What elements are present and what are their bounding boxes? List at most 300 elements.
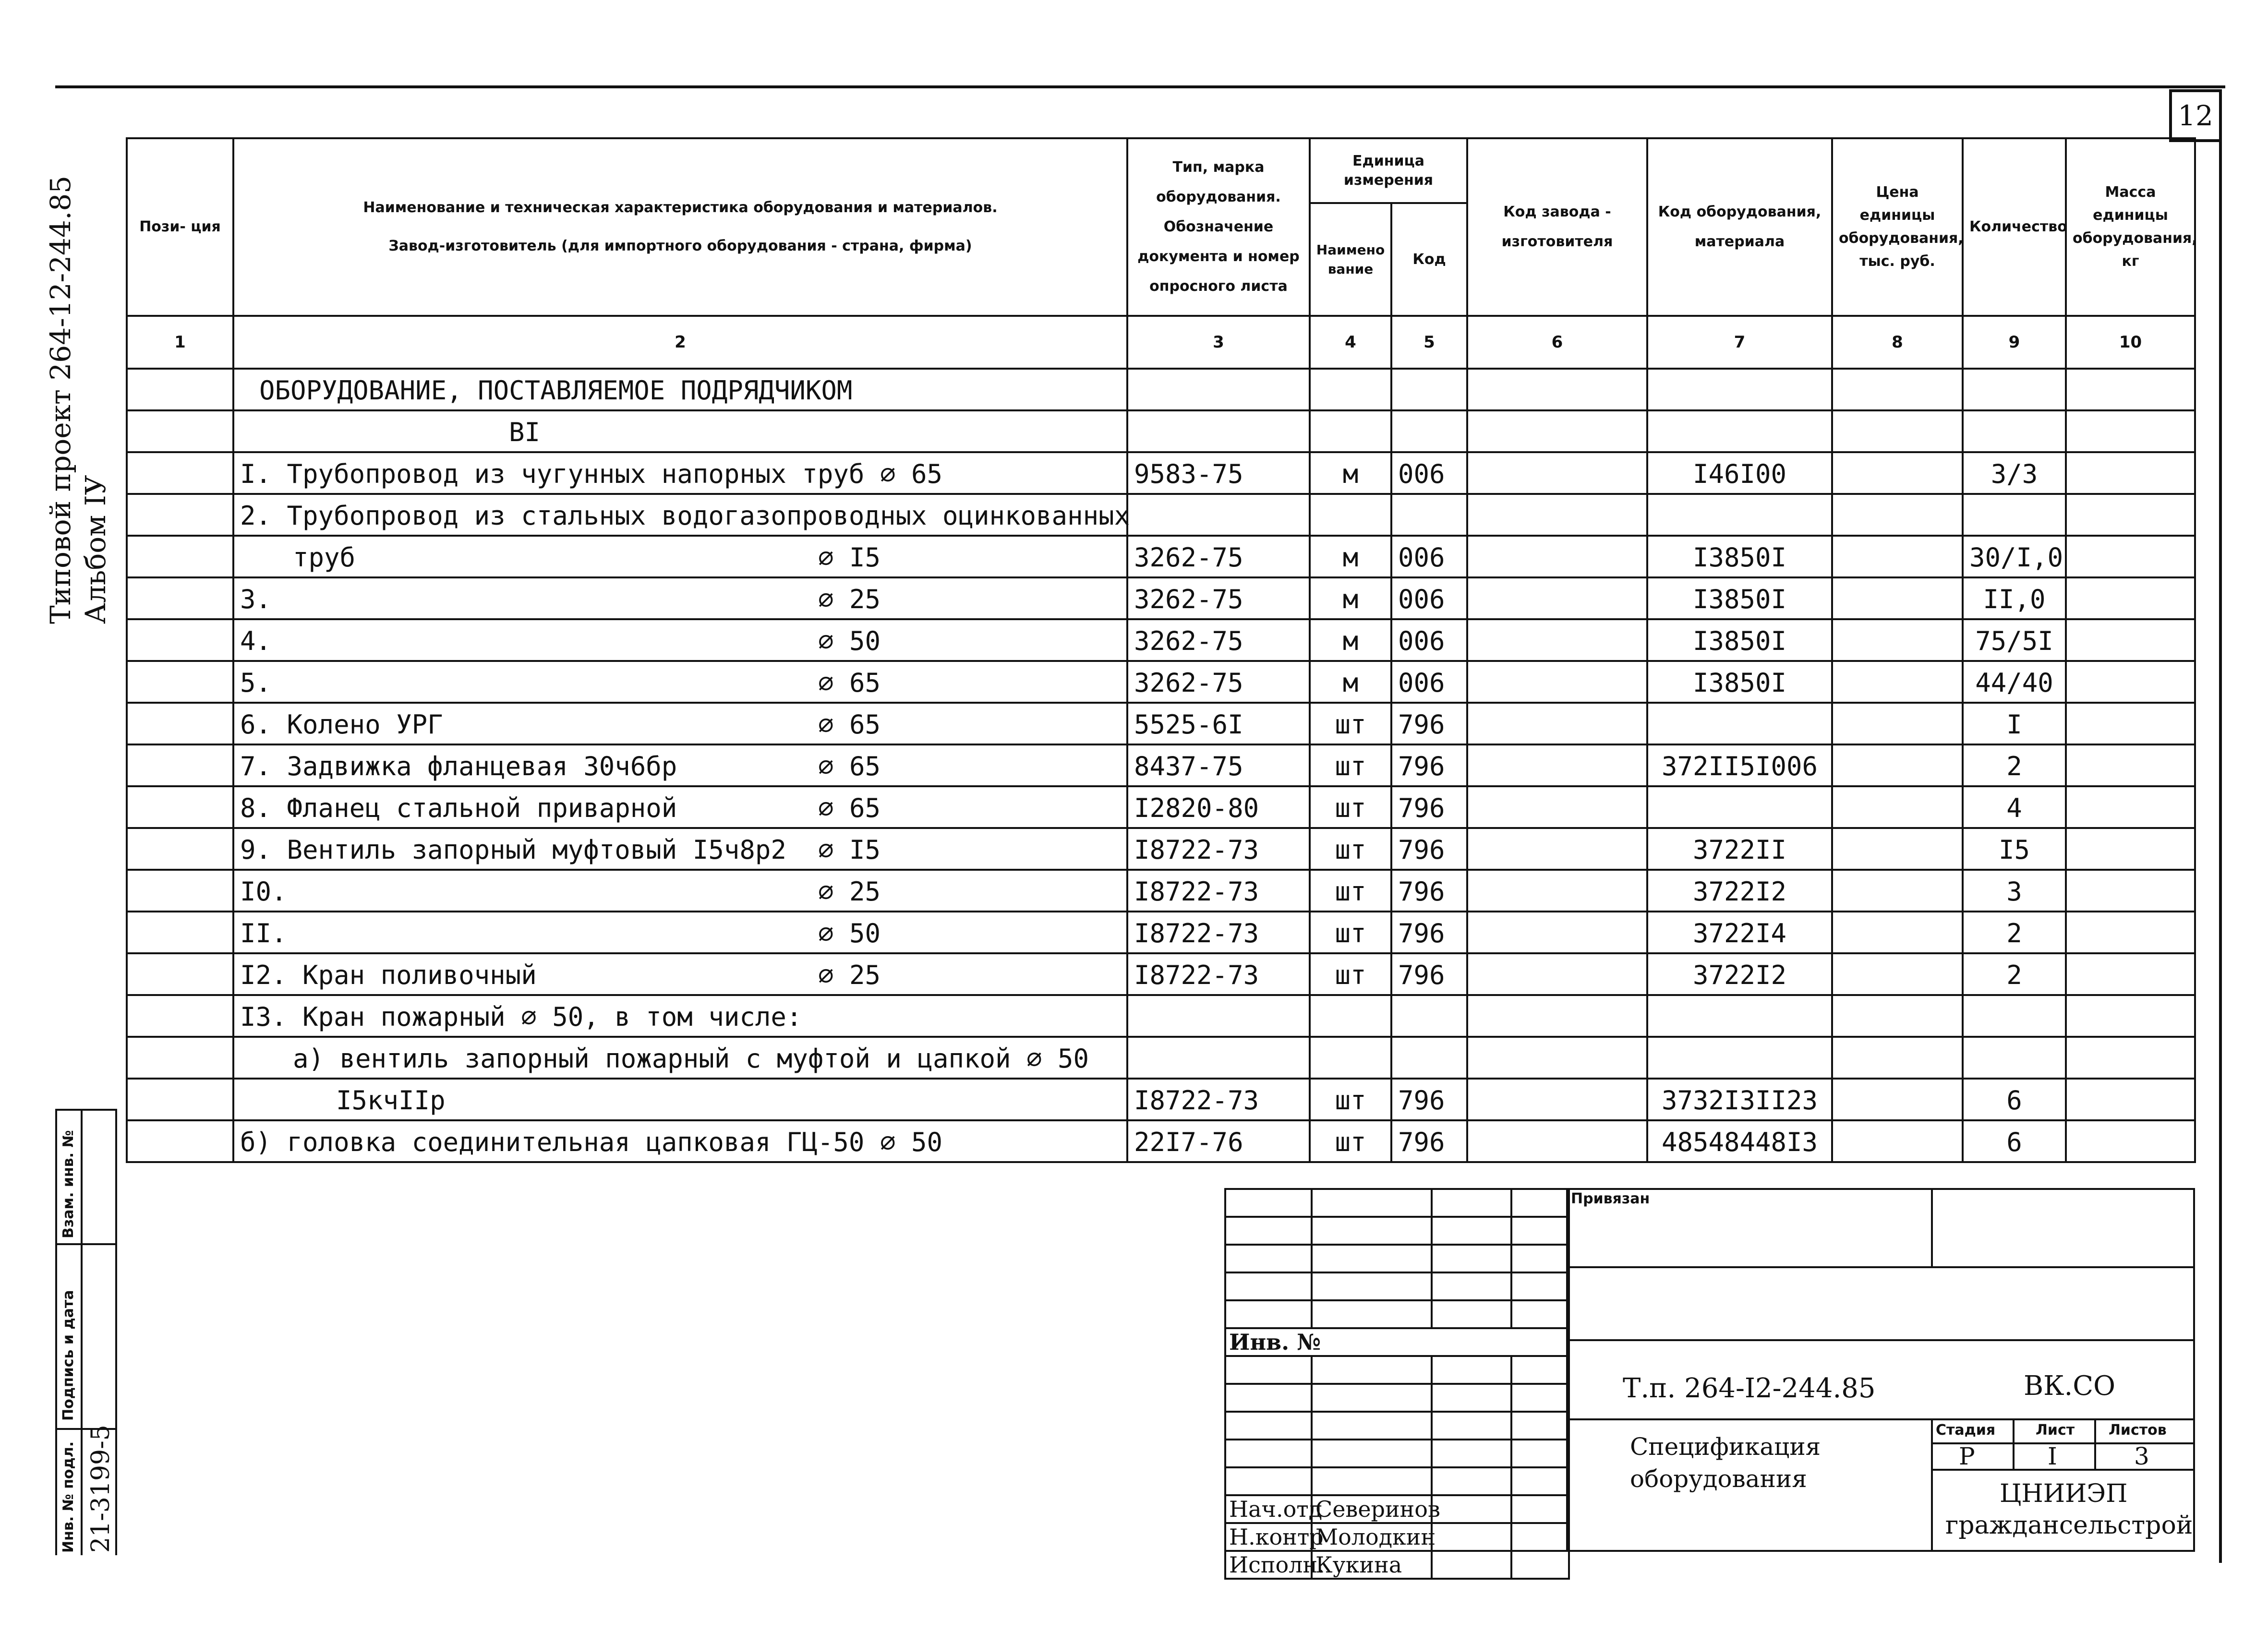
cell-material-code: 3722II [1647,828,1832,870]
cell-mass [2066,619,2195,661]
signature-name: Кукина [1312,1551,1432,1579]
cell-price [1832,786,1963,828]
signature-mark [1432,1495,1511,1523]
table-row [127,452,2195,494]
cell-factory-code [1467,1120,1647,1162]
cell-position [127,912,233,953]
column-index: 5 [1391,316,1467,369]
cell-name [233,619,1127,661]
table-row [127,703,2195,744]
header-material-code: Код оборудования, материала [1647,138,1832,316]
cell-document: I8722-73 [1127,870,1310,912]
sheet-value: I [2048,1442,2057,1470]
header-name-line2: Завод-изготовитель (для импортного оборудования - страна, фирма) [388,238,972,254]
stage-value: Р [1959,1442,1975,1470]
cell-factory-code [1467,786,1647,828]
header-position: Пози- ция [127,138,233,316]
cell-mass [2066,369,2195,410]
cell-unit-code: 006 [1391,619,1467,661]
cell-quantity [1963,995,2066,1037]
sign-date-label: Подпись и дата [60,1290,77,1421]
cell-name [233,536,1127,577]
cell-mass [2066,828,2195,870]
signature-role: Н.контр [1225,1523,1312,1551]
cell-position [127,452,233,494]
cell-position [127,494,233,536]
cell-document: 5525-6I [1127,703,1310,744]
name-wrap [240,835,1121,865]
cell-name [233,452,1127,494]
column-index-row [127,316,2195,369]
cell-document: 22I7-76 [1127,1120,1310,1162]
right-border [2219,89,2222,1563]
header-unit-name: Наименование [1310,203,1391,316]
cell-factory-code [1467,995,1647,1037]
column-index: 8 [1832,316,1963,369]
cell-name [233,995,1127,1037]
cell-position [127,703,233,744]
cell-document: 9583-75 [1127,452,1310,494]
cell-unit-name [1310,369,1391,410]
cell-name [233,828,1127,870]
cell-price [1832,494,1963,536]
left-strip-border [55,1109,57,1555]
cell-quantity [1963,369,2066,410]
cell-price [1832,703,1963,744]
cell-quantity: 75/5I [1963,619,2066,661]
cell-price [1832,577,1963,619]
cell-mass [2066,1079,2195,1120]
item-name: б) головка соединительная цапковая ГЦ-50 ∅ 50 [240,1127,942,1157]
table-row [127,912,2195,953]
cell-factory-code [1467,494,1647,536]
cell-unit-code: 006 [1391,661,1467,703]
header-price: Цена единицы оборудования, тыс. руб. [1832,138,1963,316]
cell-price [1832,1037,1963,1079]
cell-quantity [1963,494,2066,536]
cell-position [127,369,233,410]
cell-price [1832,744,1963,786]
cell-mass [2066,494,2195,536]
document-code: Т.п. 264-I2-244.85 [1623,1373,1876,1404]
cell-document: 3262-75 [1127,577,1310,619]
name-wrap [240,375,1121,406]
cell-mass [2066,786,2195,828]
cell-mass [2066,744,2195,786]
cell-name [233,494,1130,536]
cell-factory-code [1467,619,1647,661]
cell-mass [2066,953,2195,995]
table-row [127,1037,2195,1079]
column-index: 10 [2066,316,2195,369]
table-row [127,494,2195,536]
title-divider [2013,1418,2015,1470]
inv-number-label: Инв. № [1225,1328,1569,1356]
column-index: 7 [1647,316,1832,369]
cell-name [233,577,1127,619]
cell-position [127,744,233,786]
cell-position [127,619,233,661]
cell-position [127,870,233,912]
cell-mass [2066,1037,2195,1079]
side-album-label: Альбом IУ [79,475,112,624]
table-row [127,577,2195,619]
cell-mass [2066,912,2195,953]
cell-factory-code [1467,410,1647,452]
item-name: 8. Фланец стальной приварной [240,793,677,823]
name-wrap [240,876,1121,907]
table-row [127,786,2195,828]
item-diameter: ∅ I5 [818,835,881,865]
cell-price [1832,369,1963,410]
cell-mass [2066,410,2195,452]
cell-position [127,1037,233,1079]
cell-quantity: 30/I,0 [1963,536,2066,577]
item-diameter: ∅ 65 [818,793,881,823]
cell-document: 3262-75 [1127,661,1310,703]
cell-price [1832,661,1963,703]
item-diameter [881,1085,1121,1116]
sheets-label: Листов [2109,1422,2167,1439]
cell-mass [2066,703,2195,744]
name-wrap [240,1127,1121,1157]
cell-unit-name: м [1310,536,1391,577]
cell-material-code: 48548448I3 [1647,1120,1832,1162]
name-wrap [240,584,1121,614]
cell-unit-name [1310,995,1391,1037]
cell-name [233,661,1127,703]
item-name: 7. Задвижка фланцевая 30ч6бр [240,751,677,781]
left-strip-border [55,1109,117,1111]
title-divider [1566,1418,2195,1420]
cell-unit-name: шт [1310,1120,1391,1162]
title-divider [1566,1266,2195,1268]
item-name: 3. [240,584,272,614]
cell-factory-code [1467,703,1647,744]
sheet-label: Лист [2036,1422,2075,1439]
header-name [233,138,1127,316]
cell-name [233,410,1127,452]
cell-unit-name [1310,410,1391,452]
table-row [127,1079,2195,1120]
title-divider [1931,1188,1933,1267]
column-index: 3 [1127,316,1310,369]
item-name: I3. Кран пожарный ∅ 50, в том числе: [240,1002,802,1032]
item-diameter [881,375,1121,406]
item-diameter: ∅ 25 [818,876,881,907]
name-wrap [240,459,1121,489]
cell-unit-name: шт [1310,912,1391,953]
stage-label: Стадия [1936,1422,1996,1439]
signature-row [1225,1495,1569,1523]
cell-document: I8722-73 [1127,828,1310,870]
cell-unit-name: шт [1310,1079,1391,1120]
cell-quantity: 2 [1963,912,2066,953]
cell-price [1832,912,1963,953]
signature-name: Северинов [1312,1495,1432,1523]
item-name: II. [240,918,287,948]
item-name: 2. Трубопровод из стальных водогазопроводных оцинкованных [240,501,1130,531]
cell-quantity: 44/40 [1963,661,2066,703]
table-row [127,619,2195,661]
item-name: I2. Кран поливочный [240,960,537,990]
cell-price [1832,953,1963,995]
item-name: 4. [240,626,272,656]
cell-document [1127,369,1310,410]
cell-position [127,1079,233,1120]
cell-material-code [1647,995,1832,1037]
cell-price [1832,619,1963,661]
header-factory-code: Код завода - изготовителя [1467,138,1647,316]
signature-name: Молодкин [1312,1523,1432,1551]
cell-quantity: I [1963,703,2066,744]
cell-name [233,703,1127,744]
sheets-value: 3 [2134,1442,2149,1470]
cell-document: I8722-73 [1127,1079,1310,1120]
item-diameter: ∅ 25 [818,584,881,614]
signature-grid [1224,1188,1570,1580]
cell-material-code: 3722I2 [1647,870,1832,912]
cell-factory-code [1467,1037,1647,1079]
cell-factory-code [1467,661,1647,703]
cell-position [127,828,233,870]
cell-quantity: II,0 [1963,577,2066,619]
cell-factory-code [1467,828,1647,870]
cell-factory-code [1467,452,1647,494]
table-row [127,410,2195,452]
name-wrap [240,960,1121,990]
column-index: 1 [127,316,233,369]
cell-quantity [1963,1037,2066,1079]
item-name: I. Трубопровод из чугунных напорных труб ∅ 65 [240,459,942,489]
cell-unit-code [1391,1037,1467,1079]
inv-no-label: Инв. № подл. [60,1441,77,1553]
linked-label: Привязан [1571,1190,1650,1207]
header-name-line1: Наименование и техническая характеристика оборудования и материалов. [363,199,998,216]
cell-unit-code: 006 [1391,452,1467,494]
side-project-label: Типовой проект 264-12-244.85 [44,175,77,624]
item-diameter [1089,1044,1329,1074]
organization-line2: граждансельстрой [1945,1511,2193,1540]
cell-material-code: I3850I [1647,536,1832,577]
document-title-line2: оборудования [1630,1465,1807,1493]
cell-unit-code: 796 [1391,953,1467,995]
cell-unit-code [1391,995,1467,1037]
cell-material-code: 3732I3II23 [1647,1079,1832,1120]
cell-factory-code [1467,369,1647,410]
name-wrap [240,417,1121,447]
cell-material-code [1647,369,1832,410]
cell-mass [2066,452,2195,494]
cell-document: I2820-80 [1127,786,1310,828]
document-title-line1: Спецификация [1630,1433,1821,1461]
name-wrap [240,626,1121,656]
cell-unit-code: 006 [1391,536,1467,577]
name-wrap [240,542,1121,573]
cell-position [127,577,233,619]
cell-quantity [1963,410,2066,452]
cell-material-code [1647,786,1832,828]
cell-document: I8722-73 [1127,953,1310,995]
cell-quantity: 6 [1963,1079,2066,1120]
left-strip-border [55,1243,117,1245]
item-diameter: ∅ 65 [818,751,881,781]
cell-name [233,1079,1127,1120]
cell-price [1832,828,1963,870]
cell-material-code: 3722I2 [1647,953,1832,995]
cell-name [233,912,1127,953]
cell-factory-code [1467,577,1647,619]
cell-unit-code: 796 [1391,1120,1467,1162]
name-wrap [240,793,1121,823]
signature-role: Исполн. [1225,1551,1312,1579]
table-row [127,870,2195,912]
cell-position [127,995,233,1037]
cell-unit-code: 796 [1391,912,1467,953]
item-diameter [881,417,1121,447]
cell-material-code: 372II5I006 [1647,744,1832,786]
name-wrap [240,1085,1121,1116]
cell-document: I8722-73 [1127,912,1310,953]
cell-factory-code [1467,953,1647,995]
item-diameter: ∅ 50 [818,918,881,948]
cell-position [127,1120,233,1162]
signature-mark [1432,1523,1511,1551]
cell-document: 3262-75 [1127,536,1310,577]
cell-quantity: 4 [1963,786,2066,828]
cell-factory-code [1467,536,1647,577]
cell-mass [2066,995,2195,1037]
item-diameter: ∅ 65 [818,668,881,698]
item-name: а) вентиль запорный пожарный с муфтой и цапкой ∅ 50 [293,1044,1089,1074]
cell-quantity: 6 [1963,1120,2066,1162]
name-wrap [240,668,1121,698]
cell-price [1832,536,1963,577]
header-quantity: Количество [1963,138,2066,316]
left-strip-border [115,1109,117,1555]
cell-factory-code [1467,1079,1647,1120]
spec-table [126,137,2196,1163]
title-divider [1931,1418,1933,1552]
cell-material-code [1647,703,1832,744]
cell-document: 3262-75 [1127,619,1310,661]
header-mass: Масса единицы оборудования, кг [2066,138,2195,316]
cell-unit-name: шт [1310,786,1391,828]
cell-unit-name: шт [1310,953,1391,995]
cell-position [127,661,233,703]
signature-row [1225,1523,1569,1551]
cell-name [233,1037,1127,1079]
item-name: 6. Колено УРГ [240,709,443,740]
cell-unit-code: 796 [1391,828,1467,870]
cell-material-code: I3850I [1647,577,1832,619]
cell-price [1832,410,1963,452]
cell-unit-name: м [1310,452,1391,494]
cell-price [1832,1120,1963,1162]
item-name: I5кчIIр [336,1085,446,1116]
cell-document [1127,995,1310,1037]
table-row [127,369,2195,410]
cell-position [127,536,233,577]
cell-mass [2066,536,2195,577]
item-name: труб [293,542,356,573]
item-diameter [1130,501,1370,531]
cell-unit-name: шт [1310,703,1391,744]
name-wrap [240,918,1121,948]
item-diameter: ∅ 50 [818,626,881,656]
item-diameter: ∅ 65 [818,709,881,740]
cell-factory-code [1467,912,1647,953]
cell-unit-code: 796 [1391,786,1467,828]
cell-material-code [1647,494,1832,536]
cell-unit-code: 796 [1391,744,1467,786]
cell-unit-code [1391,410,1467,452]
cell-position [127,953,233,995]
item-name: I0. [240,876,287,907]
cell-unit-code: 796 [1391,703,1467,744]
sheet-code: ВК.СО [2024,1370,2116,1402]
name-wrap [240,1044,1121,1074]
cell-mass [2066,870,2195,912]
cell-material-code [1647,1037,1832,1079]
cell-unit-name: шт [1310,828,1391,870]
left-strip-border [81,1109,83,1555]
cell-unit-name: шт [1310,870,1391,912]
name-wrap [240,501,1130,531]
cell-factory-code [1467,744,1647,786]
cell-name [233,744,1127,786]
cell-name [233,369,1127,410]
item-name: ОБОРУДОВАНИЕ, ПОСТАВЛЯЕМОЕ ПОДРЯДЧИКОМ [259,375,853,406]
top-rule [55,85,2225,88]
cell-price [1832,452,1963,494]
column-index: 4 [1310,316,1391,369]
item-diameter: ∅ I5 [818,542,881,573]
cell-mass [2066,577,2195,619]
cell-quantity: 2 [1963,744,2066,786]
item-name: 5. [240,668,272,698]
inv-no-value: 21-3199-5 [86,1425,115,1553]
header-unit-group: Единица измерения [1310,138,1467,203]
table-row [127,995,2195,1037]
table-row [127,744,2195,786]
cell-unit-name: м [1310,577,1391,619]
cell-material-code [1647,410,1832,452]
table-row [127,661,2195,703]
cell-unit-code: 796 [1391,870,1467,912]
cell-factory-code [1467,870,1647,912]
cell-price [1832,995,1963,1037]
table-row [127,1120,2195,1162]
cell-mass [2066,661,2195,703]
title-divider [1566,1339,2195,1341]
cell-unit-name: шт [1310,744,1391,786]
name-wrap [240,1002,1121,1032]
cell-unit-code [1391,369,1467,410]
cell-unit-code: 006 [1391,577,1467,619]
replaced-inv-label: Взам. инв. № [60,1130,77,1238]
table-row [127,828,2195,870]
cell-mass [2066,1120,2195,1162]
column-index: 6 [1467,316,1647,369]
cell-material-code: I46I00 [1647,452,1832,494]
cell-name [233,1120,1127,1162]
name-wrap [240,751,1121,781]
signature-row [1225,1551,1569,1579]
cell-price [1832,1079,1963,1120]
cell-unit-name: м [1310,619,1391,661]
name-wrap [240,709,1121,740]
